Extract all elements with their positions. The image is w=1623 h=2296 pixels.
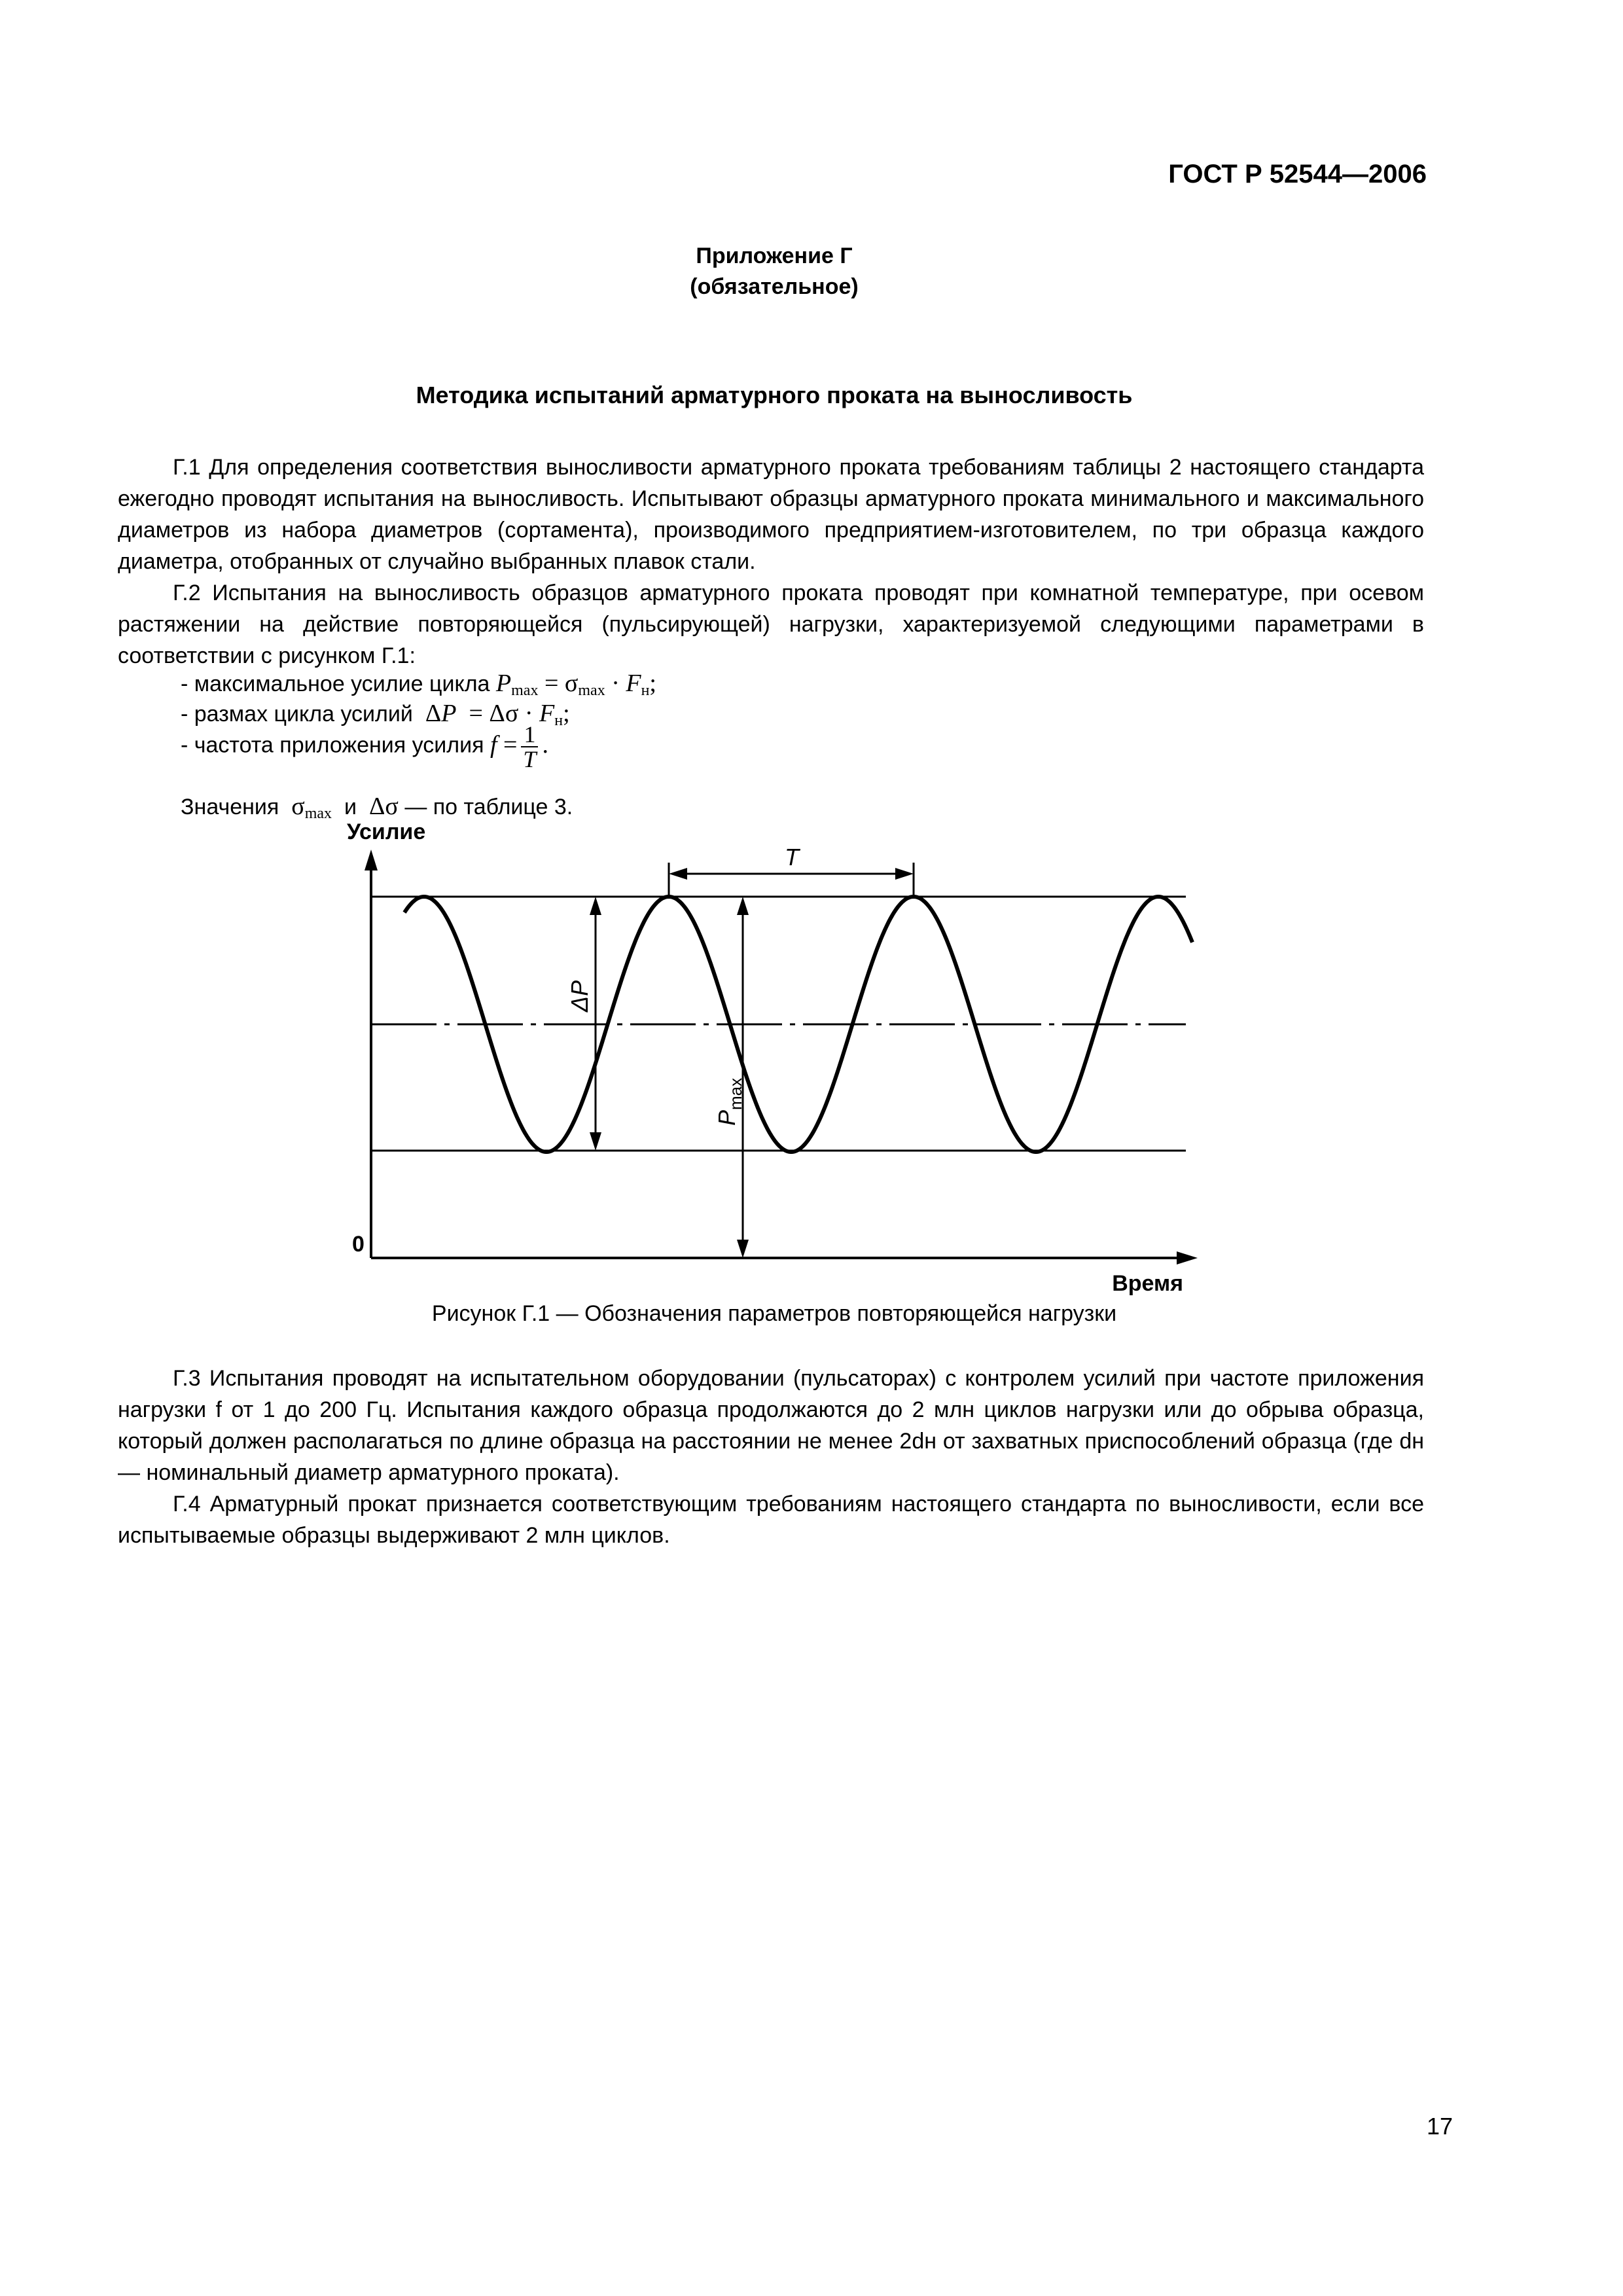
values-and: и [344, 795, 357, 819]
section-title: Методика испытаний арматурного проката на выносливость [416, 382, 1133, 408]
page-number: 17 [1426, 2113, 1453, 2140]
period-label: T [785, 844, 799, 870]
values-delta-sigma: Δσ [363, 793, 399, 820]
annex-title: Приложение Г [696, 243, 853, 268]
paragraph-g2-text: Г.2 Испытания на выносливость образцов арматурного проката проводят при комнатной температуре, при осевом растяжении на действие повторяющейся (пульсирующей) нагрузки, характеризуемой следующими параметрами в соответствии с рисунком Г.1: [118, 581, 1424, 668]
y-axis-label: Усилие [347, 819, 426, 844]
formula-max-force-expr: $P_{max} = \sigma_{max} \cdot F_н$; [495, 670, 656, 699]
values-sigma-max: $\sigma_{max}$ [285, 793, 332, 822]
formula-max-force-label: - максимальное усилие цикла [181, 672, 490, 696]
figure-caption: Рисунок Г.1 — Обозначения параметров повторяющейся нагрузки [431, 1301, 1117, 1326]
origin-label: 0 [352, 1232, 365, 1257]
formula-frequency-expr: f = $\frac{1}{T}$ . [490, 721, 548, 772]
pmax-label-group [713, 1078, 745, 1126]
delta-p-arrow-bottom [590, 1132, 601, 1151]
values-prefix: Значения [181, 795, 279, 819]
paragraph-g3 [118, 1363, 1424, 1488]
x-axis-arrow [1177, 1251, 1198, 1265]
document-code: ГОСТ Р 52544—2006 [1168, 160, 1427, 188]
pmax-arrow-top [737, 897, 749, 915]
delta-p-arrow-top [590, 897, 601, 915]
period-arrow-left [669, 868, 687, 880]
paragraph-g4 [118, 1488, 1424, 1551]
formula-range-expr: $\Delta P = \Delta\sigma \cdot F_н$; [419, 700, 570, 729]
period-arrow-right [895, 868, 914, 880]
y-axis-arrow [365, 850, 378, 870]
values-suffix: — по таблице 3. [404, 795, 573, 819]
paragraph-g3-text: Г.3 Испытания проводят на испытательном оборудовании (пульсаторах) с контролем усилий при частоте приложения нагрузки f от 1 до 200 Гц. Испытания каждого образца продолжаются до 2 млн циклов нагрузки или до обрыва образца, который должен располагаться по длине образца на расстоянии не менее 2dн от захватных приспособлений образца (где dн — номинальный диаметр арматурного проката). [118, 1366, 1424, 1485]
x-axis-label: Время [1112, 1271, 1183, 1296]
pmax-arrow-bottom [737, 1240, 749, 1258]
paragraph-g1-text: Г.1 Для определения соответствия выносливости арматурного проката требованиям таблицы 2 настоящего стандарта ежегодно проводят испытания на выносливость. Испытывают образцы арматурного проката минимального и максимального диаметров из набора диаметров (сортамента), производимого предприятием-изготовителем, по три образца каждого диаметра, отобранных от случайно выбранных плавок стали. [118, 455, 1424, 574]
pmax-subscript: max [726, 1077, 745, 1110]
formula-range-label: - размах цикла усилий [181, 702, 413, 726]
annex-status: (обязательное) [690, 274, 859, 299]
pmax-label: P [713, 1109, 740, 1126]
formula-frequency-label: - частота приложения усилия [181, 732, 484, 758]
paragraph-g4-text: Г.4 Арматурный прокат признается соответствующим требованиям настоящего стандарта по выносливости, если все испытываемые образцы выдерживают 2 млн циклов. [118, 1492, 1424, 1548]
delta-p-label: ΔP [566, 980, 593, 1013]
